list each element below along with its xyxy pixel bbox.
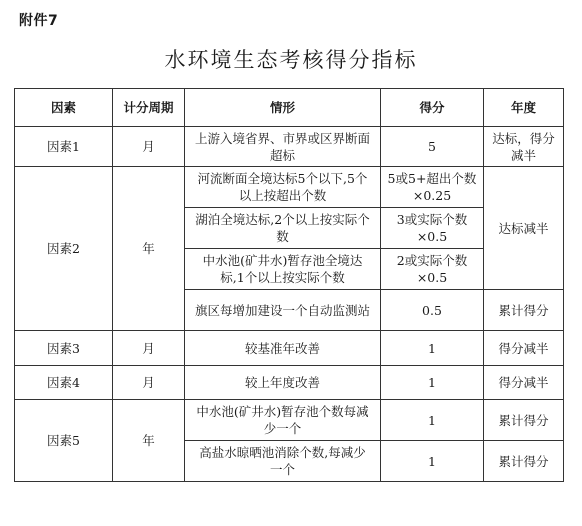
period-cell: 月	[113, 331, 185, 366]
annual-cell: 得分减半	[484, 366, 564, 400]
condition-cell: 高盐水晾晒池消除个数,每减少一个	[185, 441, 381, 482]
annual-cell: 累计得分	[484, 400, 564, 441]
table-row	[15, 167, 564, 208]
period-cell: 月	[113, 366, 185, 400]
condition-cell: 中水池(矿井水)暂存池全境达标,1个以上按实际个数	[185, 249, 381, 290]
score-cell: 5或5+超出个数×0.25	[381, 167, 484, 208]
annual-cell: 达标，得分减半	[484, 127, 564, 167]
score-cell: 0.5	[381, 290, 484, 331]
annual-cell: 得分减半	[484, 331, 564, 366]
score-cell: 2或实际个数×0.5	[381, 249, 484, 290]
table-row	[15, 127, 564, 167]
factor-cell: 因素1	[15, 127, 113, 167]
condition-cell: 较基准年改善	[185, 331, 381, 366]
score-cell: 1	[381, 400, 484, 441]
condition-cell: 较上年度改善	[185, 366, 381, 400]
header-score: 得分	[381, 89, 484, 127]
condition-cell: 湖泊全境达标,2个以上按实际个数	[185, 208, 381, 249]
annual-cell: 累计得分	[484, 290, 564, 331]
table-row	[15, 331, 564, 366]
document-title: 水环境生态考核得分指标	[164, 48, 418, 72]
condition-cell: 中水池(矿井水)暂存池个数每减少一个	[185, 400, 381, 441]
score-cell: 3或实际个数×0.5	[381, 208, 484, 249]
condition-cell: 旗区每增加建设一个自动监测站	[185, 290, 381, 331]
attachment-label: 附件7	[19, 13, 59, 29]
score-cell: 5	[381, 127, 484, 167]
score-indicator-table	[14, 88, 564, 482]
factor-cell: 因素4	[15, 366, 113, 400]
table-header-row	[15, 89, 564, 127]
period-cell: 月	[113, 127, 185, 167]
period-cell: 年	[113, 167, 185, 331]
condition-cell: 上游入境省界、市界或区界断面超标	[185, 127, 381, 167]
table-row	[15, 400, 564, 441]
annual-cell: 累计得分	[484, 441, 564, 482]
factor-cell: 因素2	[15, 167, 113, 331]
annual-cell: 达标减半	[484, 167, 564, 290]
score-cell: 1	[381, 366, 484, 400]
header-period: 计分周期	[113, 89, 185, 127]
score-cell: 1	[381, 331, 484, 366]
header-annual: 年度	[484, 89, 564, 127]
period-cell: 年	[113, 400, 185, 482]
header-factor: 因素	[15, 89, 113, 127]
header-condition: 情形	[185, 89, 381, 127]
score-cell: 1	[381, 441, 484, 482]
table-row	[15, 366, 564, 400]
factor-cell: 因素5	[15, 400, 113, 482]
condition-cell: 河流断面全境达标5个以下,5个以上按超出个数	[185, 167, 381, 208]
factor-cell: 因素3	[15, 331, 113, 366]
